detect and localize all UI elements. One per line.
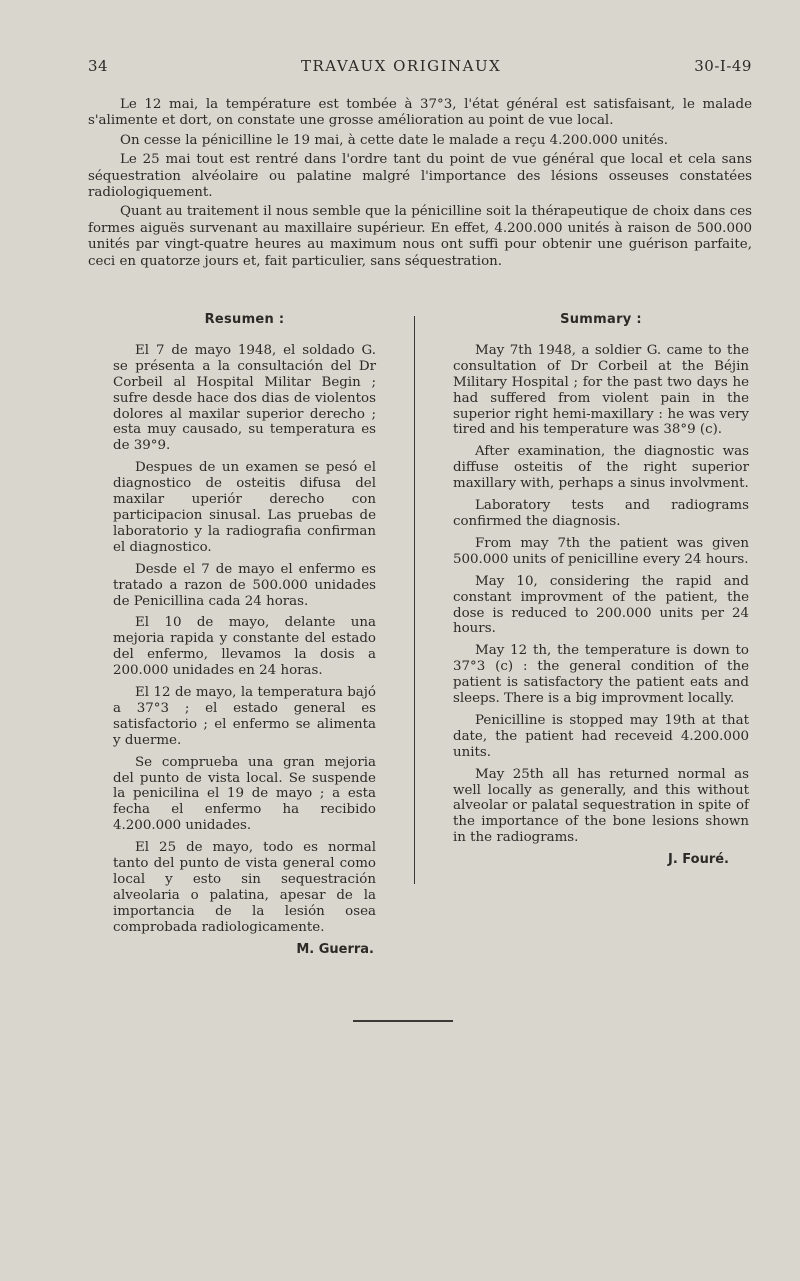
french-text: [88, 97, 752, 273]
end-rule: [353, 1020, 453, 1022]
resumen-heading: Resumen :: [204, 312, 285, 327]
paragraph: May 10, considering the rapid and constant improvment of the patient, the dose is reduced to 200.000 units per 24 hours.: [453, 573, 749, 637]
paragraph: El 25 de mayo, todo es normal tanto del punto de vista general como local y esto sin sequestración alveolaria o palatina, apesar de la importancia de la lesión osea comprobada radiologicamente.: [113, 840, 376, 935]
paragraph: El 7 de mayo 1948, el soldado G. se présenta a la consultación del Dr Corbeil al Hospital Militar Begin ; sufre desde hace dos dias de violentos dolores al maxilar superior derecho ; esta muy causado, su temperatura es de 39°9.: [113, 342, 376, 454]
resumen-column: [113, 312, 376, 964]
paragraph: Laboratory tests and radiograms confirmed the diagnosis.: [453, 498, 749, 529]
paragraph: Desde el 7 de mayo el enfermo es tratado a razon de 500.000 unidades de Penicillina cada 24 horas.: [113, 561, 376, 609]
journal-title: TRAVAUX ORIGINAUX: [301, 57, 502, 75]
author-signature: J. Fouré.: [667, 852, 729, 868]
paragraph: El 12 de mayo, la temperatura bajó a 37°3 ; el estado general es satisfactorio ; el enfermo se alimenta y duerme.: [113, 685, 376, 748]
paragraph: Se comprueba una gran mejoria del punto de vista local. Se suspende la penicilina el 19 de mayo ; a esta fecha el enfermo ha recibido 4.200.000 unidades.: [113, 754, 376, 834]
issue-date: 30-I-49: [694, 57, 752, 75]
paragraph: From may 7th the patient was given 500.000 units of penicilline every 24 hours.: [453, 535, 749, 567]
summary-heading: Summary :: [560, 312, 642, 327]
paragraph: May 12 th, the temperature is down to 37°3 (c) : the general condition of the patient is satisfactory the patient eats and sleeps. There is a big improvment locally.: [453, 643, 749, 707]
paragraph: Le 25 mai tout est rentré dans l'ordre tant du point de vue général que local et cela sans séquestration alvéolaire ou palatine malgré l'importance des lésions osseuses constatées radiologiquement.: [88, 152, 752, 201]
author-signature: M. Guerra.: [296, 941, 374, 957]
column-divider: [414, 316, 415, 884]
paragraph: Despues de un examen se pesó el diagnostico de osteitis difusa del maxilar uperiór derecho con participacion sinusal. Las pruebas de laboratorio y la radiografia confirman el diagnostico.: [113, 460, 376, 555]
paragraph: On cesse la pénicilline le 19 mai, à cette date le malade a reçu 4.200.000 unités.: [120, 132, 669, 148]
paragraph: Quant au traitement il nous semble que la pénicilline soit la thérapeutique de choix dans ces formes aiguës survenant au maxillaire supérieur. En effet, 4.200.000 unités à raison de 500.000 unités par vingt-quatre heures au maximum nous ont suffi pour obtenir une guérison parfaite, ceci en quatorze jours et, fait particulier, sans séquestration.: [88, 204, 752, 269]
paragraph: El 10 de mayo, delante una mejoria rapida y constante del estado del enfermo, llevamos la dosis a 200.000 unidades en 24 horas.: [113, 615, 376, 679]
paragraph: Le 12 mai, la température est tombée à 37°3, l'état général est satisfaisant, le malade s'alimente et dort, on constate une grosse amélioration au point de vue local.: [88, 97, 752, 129]
page-number: 34: [88, 57, 109, 75]
paragraph: May 7th 1948, a soldier G. came to the consultation of Dr Corbeil at the Béjin Military Hospital ; for the past two days he had suffered from violent pain in the superior right hemi-maxillary : he was very tired and his temperature was 38°9 (c).: [453, 342, 749, 438]
paragraph: After examination, the diagnostic was diffuse osteitis of the right superior maxillary with, perhaps a sinus involvment.: [453, 444, 749, 492]
running-head: [88, 57, 752, 75]
paragraph: Penicilline is stopped may 19th at that date, the patient had receveid 4.200.000 units.: [453, 712, 749, 760]
summary-column: [453, 312, 749, 874]
paragraph: May 25th all has returned normal as well locally as generally, and this without alveolar or palatal sequestration in spite of the importance of the bone lesions shown in the radiograms.: [453, 766, 749, 846]
